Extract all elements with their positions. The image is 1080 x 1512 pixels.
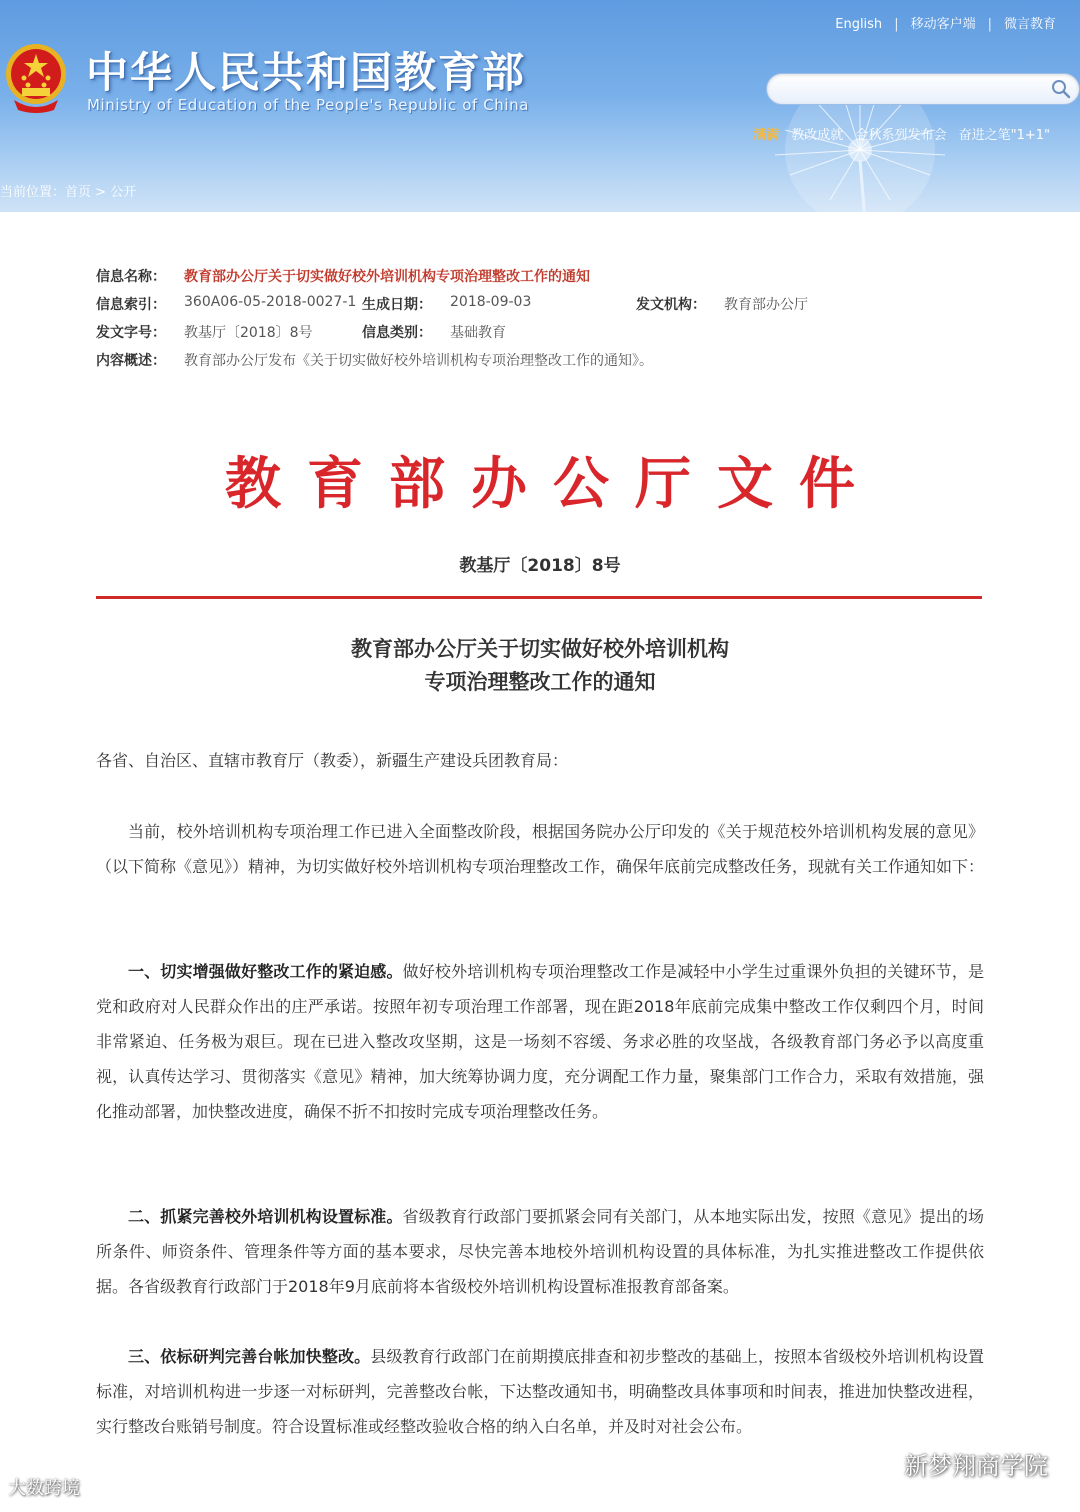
meta-name-label: 信息名称： <box>96 269 166 285</box>
site-title[interactable]: 中华人民共和国教育部 <box>86 48 527 97</box>
breadcrumb-current[interactable]: 公开 <box>110 185 137 200</box>
red-divider <box>96 596 982 599</box>
section-heading-1: 一、切实增强做好整改工作的紧迫感。 <box>128 962 403 981</box>
news-link-reform[interactable]: 教改成就 <box>791 128 844 143</box>
wechat-icon <box>866 1451 896 1477</box>
search-box <box>766 73 1080 105</box>
watermark-left <box>8 1474 80 1500</box>
meta-index-value: 360A06-05-2018-0027-1 <box>184 294 357 310</box>
meta-index-label: 信息索引： <box>96 297 166 313</box>
section-paragraph-3 <box>96 1339 984 1444</box>
breadcrumb-home[interactable]: 首页 <box>65 185 92 200</box>
top-links <box>835 13 1056 32</box>
salutation: 各省、自治区、直辖市教育厅（教委），新疆生产建设兵团教育局： <box>96 751 569 770</box>
site-header <box>0 0 1080 212</box>
section-heading-2: 二、抓紧完善校外培训机构设置标准。 <box>128 1207 403 1226</box>
search-icon[interactable] <box>1051 79 1071 99</box>
meta-date-value: 2018-09-03 <box>450 294 532 310</box>
search-input[interactable] <box>781 78 1035 100</box>
breadcrumb-prefix: 当前位置： <box>0 185 66 200</box>
document-number: 教基厅〔2018〕8号 <box>459 556 621 576</box>
national-emblem-icon <box>4 40 68 114</box>
watermark-right-text: 新梦翔商学院 <box>904 1452 1048 1480</box>
mobile-client-link[interactable]: 移动客户端 <box>910 17 976 32</box>
meta-docno-value: 教基厅〔2018〕8号 <box>184 325 313 341</box>
document-red-header: 教育部办公厅文件 <box>225 451 881 517</box>
document-title-line-1: 教育部办公厅关于切实做好校外培训机构 <box>351 637 729 661</box>
news-links <box>745 124 1050 143</box>
meta-category-value: 基础教育 <box>450 325 506 341</box>
meta-summary-value: 教育部办公厅发布《关于切实做好校外培训机构专项治理整改工作的通知》。 <box>184 353 653 369</box>
section-paragraph-2 <box>96 1199 984 1304</box>
news-link-highlight[interactable]: 满满 <box>753 128 780 143</box>
section-body-1: 做好校外培训机构专项治理整改工作是减轻中小学生过重课外负担的关键环节，是党和政府对人民群众作出的庄严承诺。按照年初专项治理工作部署，现在距2018年底前完成集中整改工作仅剩四个月，时间非常紧迫、任务极为艰巨。现在已进入整改攻坚期，这是一场刻不容缓、务求必胜的攻坚战，各级教育部门务必予以高度重视，认真传达学习、贯彻落实《意见》精神，加大统筹协调力度，充分调配工作力量，聚集部门工作合力，采取有效措施，强化推动部署，加快整改进度，确保不折不扣按时完成专项治理整改任务。 <box>96 962 984 1121</box>
meta-name-value[interactable]: 教育部办公厅关于切实做好校外培训机构专项治理整改工作的通知 <box>184 269 590 285</box>
watermark-right <box>866 1446 1048 1481</box>
section-body-2: 省级教育行政部门要抓紧会同有关部门，从本地实际出发，按照《意见》提出的场所条件、师资条件、管理条件等方面的基本要求，尽快完善本地校外培训机构设置的具体标准，为扎实推进整改工作提供依据。各省级教育行政部门于2018年9月底前将本省级校外培训机构设置标准报教育部备案。 <box>96 1207 984 1296</box>
meta-docno-label: 发文字号： <box>96 325 166 341</box>
link-divider: | <box>894 17 899 32</box>
meta-category-label: 信息类别： <box>362 325 432 341</box>
section-body-3: 县级教育行政部门在前期摸底排查和初步整改的基础上，按照本省级校外培训机构设置标准，对培训机构进一步逐一对标研判，完善整改台帐，下达整改通知书，明确整改具体事项和时间表，推进加快整改进程，实行整改台账销号制度。符合设置标准或经整改验收合格的纳入白名单，并及时对社会公布。 <box>96 1347 984 1436</box>
breadcrumb <box>0 181 136 200</box>
site-subtitle: Ministry of Education of the People's Republic of China <box>87 96 530 114</box>
section-heading-3: 三、依标研判完善台帐加快整改。 <box>128 1347 371 1366</box>
watermark-left-text: 大数跨境 <box>8 1478 80 1499</box>
document-title <box>0 633 1080 699</box>
breadcrumb-separator: > <box>95 185 107 200</box>
link-divider: | <box>987 17 992 32</box>
meta-org-value: 教育部办公厅 <box>724 297 808 313</box>
news-link-autumn[interactable]: 金秋系列发布会 <box>855 128 947 143</box>
weiyan-education-link[interactable]: 微言教育 <box>1003 17 1056 32</box>
intro-paragraph: 当前，校外培训机构专项治理工作已进入全面整改阶段，根据国务院办公厅印发的《关于规范校外培训机构发展的意见》（以下简称《意见》）精神，为切实做好校外培训机构专项治理整改工作，确保年底前完成整改任务，现就有关工作通知如下： <box>96 822 985 876</box>
document-title-line-2: 专项治理整改工作的通知 <box>424 670 656 694</box>
meta-org-label: 发文机构： <box>636 297 706 313</box>
english-link[interactable]: English <box>835 17 883 32</box>
section-paragraph-1 <box>96 954 984 1129</box>
meta-date-label: 生成日期： <box>362 297 432 313</box>
news-link-progress[interactable]: 奋进之笔"1+1" <box>958 128 1050 143</box>
meta-summary-label: 内容概述： <box>96 353 166 369</box>
